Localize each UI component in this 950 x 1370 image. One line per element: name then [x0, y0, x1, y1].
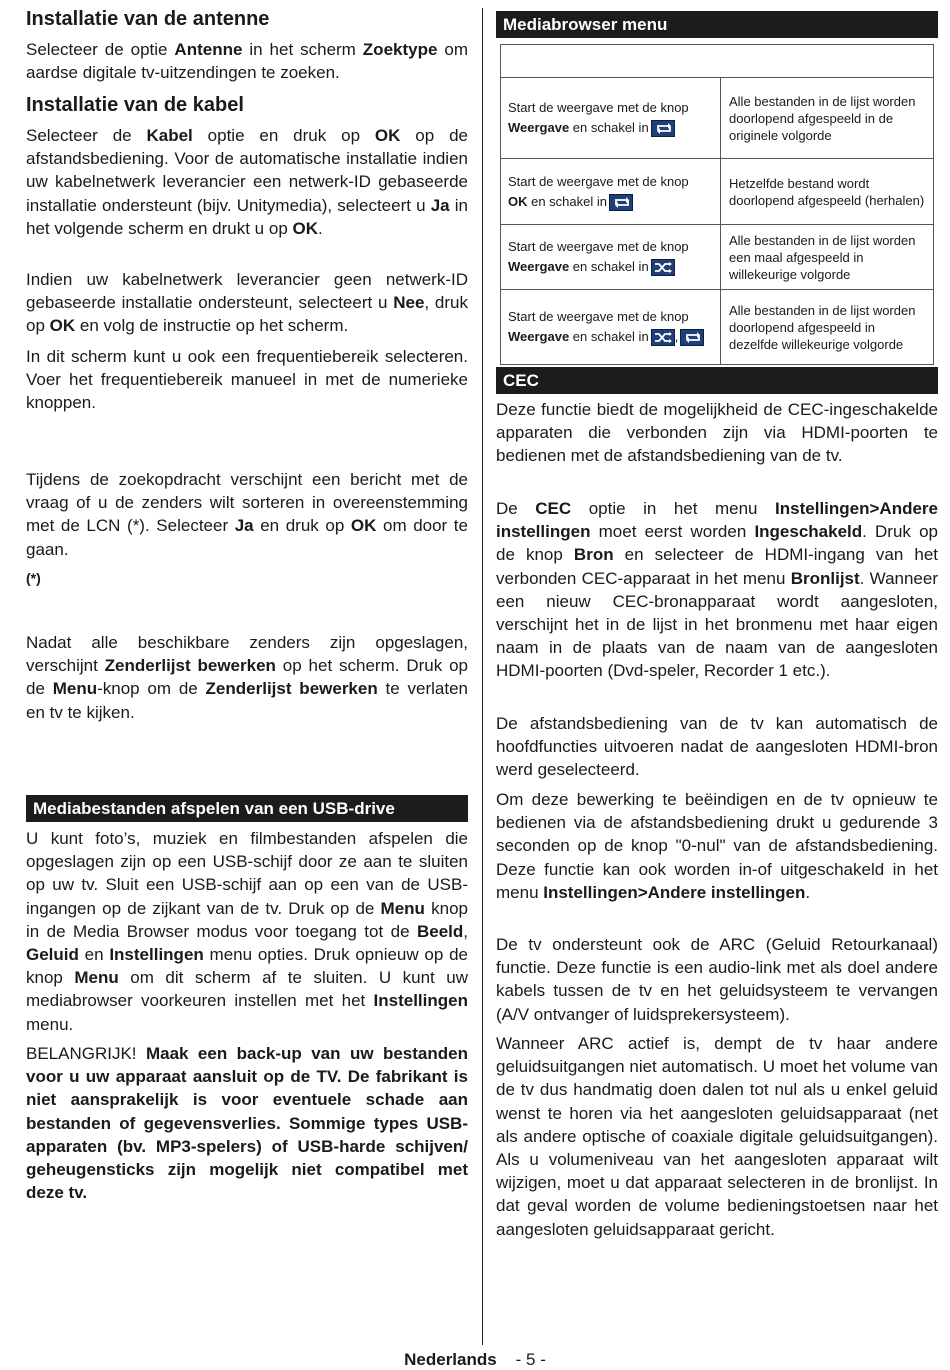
- bold-term: Zenderlijst bewerken: [205, 679, 378, 699]
- cec-heading: CEC: [496, 367, 938, 394]
- bold-term: CEC: [535, 499, 572, 518]
- footer-page-number: - 5 -: [515, 1350, 546, 1369]
- cec-paragraph-1: Deze functie biedt de mogelijkheid de CEC-ingeschakelde apparaten die verbonden zijn via HDMI-poorten te bedienen met de afstandsbediening van de tv.: [496, 400, 938, 466]
- page-footer: [0, 1350, 950, 1370]
- text-segment: in het scherm: [242, 40, 363, 59]
- bold-term: Ja: [430, 195, 450, 215]
- bold-term: OK: [292, 218, 318, 238]
- bold-term: Antenne: [174, 40, 243, 59]
- cec-paragraph-4: [496, 788, 938, 904]
- text-segment: om dit scherm af te sluiten. U kunt uw mediabrowser voorkeuren instellen met het: [26, 968, 468, 1011]
- search-paragraph: [26, 468, 468, 561]
- repeat-icon: [651, 120, 675, 137]
- arc-paragraph-1: De tv ondersteunt ook de ARC (Geluid Retourkanaal) functie. Deze functie is een audio-link met als doel andere kabels tussen de tv en het geluidsysteem te vervangen (A/V ontvanger of luidsprekersysteem).: [496, 935, 938, 1024]
- usb-paragraph-2: [26, 1042, 468, 1204]
- bold-term: Nee: [393, 293, 425, 313]
- bold-term: Instellingen>Andere instellingen: [496, 499, 938, 542]
- mediabrowser-heading: Mediabrowser menu: [496, 11, 938, 38]
- bold-term: Instellingen>Andere instellingen: [543, 882, 806, 902]
- text-segment: om aardse digitale tv-uitzendingen te zoeken.: [26, 40, 468, 83]
- table-cell-action: Start de weergave met de knop Weergave en schakel in: [501, 225, 721, 289]
- shuffle-icon: [651, 259, 675, 276]
- antenna-paragraph: [26, 38, 468, 84]
- bold-term: Maak een back-up van uw bestanden voor u uw apparaat aansluit op de TV. De fabrikant is niet aansprakelijk is voor eventuele schade aan bestanden of gegevensverlies. Sommige types USB-apparaten (bv. MP3-spelers) of USB-harde schijven/ geheugensticks zijn mogelijk niet compatibel met deze tv.: [26, 1044, 468, 1203]
- text-segment: te verlaten en tv te kijken.: [26, 679, 468, 722]
- bold-term: Geluid: [26, 945, 79, 965]
- text-segment: . Druk op de knop: [496, 522, 938, 565]
- repeat-icon: [609, 194, 633, 211]
- text-segment: in het volgende scherm en drukt u op: [26, 195, 468, 238]
- shuffle-icon: [651, 329, 675, 346]
- bold-term: OK: [49, 316, 76, 336]
- text-segment: en druk op: [253, 516, 351, 536]
- table-row: [501, 77, 933, 158]
- text-segment: menu.: [26, 1014, 74, 1034]
- heading-antenna-installation: Installatie van de antenne: [26, 8, 270, 30]
- bold-term: Beeld: [416, 921, 464, 941]
- bold-term: OK: [374, 126, 401, 145]
- text-segment: moet eerst worden: [590, 522, 755, 542]
- bold-term: OK: [350, 516, 377, 536]
- text-segment: , druk op: [26, 293, 468, 336]
- bold-term: Bronlijst: [790, 568, 860, 588]
- text-segment: optie in het menu: [571, 499, 776, 518]
- text-segment: en selecteer de HDMI-ingang van het verbonden CEC-apparaat in het menu: [496, 545, 938, 588]
- text-segment: .: [318, 218, 323, 238]
- table-cell-description: Hetzelfde bestand wordt doorlopend afgespeeld (herhalen): [729, 175, 925, 208]
- footer-language: Nederlands: [404, 1350, 497, 1369]
- text-segment: Selecteer de optie: [26, 40, 175, 59]
- text-segment: op de afstandsbediening. Voor de automatische installatie indien uw kabelnetwerk leverancier een netwerk-ID gebaseerde installatie ondersteunt (bijv. Unitymedia), selecteert u: [26, 126, 468, 215]
- bold-term: Instellingen: [109, 945, 204, 965]
- arc-paragraph-2: Wanneer ARC actief is, dempt de tv haar andere geluidsuitgangen niet automatisch. U moet het volume van de tv dus handmatig doen dalen tot nul als u enkel geluid wenst te horen via het aangesloten geluidsapparaat (net als andere optische of coaxiale digitale geluidsuitgangen). Als u volumeniveau van het aangesloten apparaat wilt wijzigen, moet u dat apparaat selecteren in de bronlijst. In dat geval worden de volume bedieningstoetsen naar het aangesloten geluidsapparaat gericht.: [496, 1034, 938, 1239]
- cec-paragraph-3: De afstandsbediening van de tv kan automatisch de hoofdfuncties uitvoeren nadat de aangesloten HDMI-bron werd geselecteerd.: [496, 714, 938, 780]
- column-divider: [482, 8, 483, 1345]
- bold-term: Ja: [234, 516, 254, 536]
- text-segment: en: [78, 945, 110, 965]
- bold-term: Zoektype: [362, 40, 438, 59]
- usb-paragraph-1: [26, 827, 468, 1036]
- text-segment: Nadat alle beschikbare zenders zijn opgeslagen, verschijnt: [26, 633, 468, 676]
- bold-term: Ingeschakeld: [754, 522, 863, 542]
- heading-cable-installation: Installatie van de kabel: [26, 94, 244, 116]
- text-segment: BELANGRIJK!: [26, 1044, 137, 1063]
- table-cell-description: Alle bestanden in de lijst worden doorlopend afgespeeld in de originele volgorde: [729, 93, 916, 143]
- bold-term: Bron: [573, 545, 614, 565]
- table-row: [501, 158, 933, 224]
- table-cell-description: Alle bestanden in de lijst worden doorlopend afgespeeld in dezelfde willekeurige volgorde: [729, 302, 916, 352]
- table-cell-action: Start de weergave met de knop OK en schakel in: [501, 159, 721, 224]
- text-segment: menu opties. Druk opnieuw op de knop: [26, 945, 468, 988]
- mediabrowser-table: [500, 38, 934, 365]
- text-segment: .: [805, 882, 811, 902]
- table-row: [501, 289, 933, 364]
- usb-section-heading: Mediabestanden afspelen van een USB-drive: [26, 795, 468, 822]
- text-segment: optie en druk op: [192, 126, 375, 145]
- cable-paragraph-1: [26, 124, 468, 240]
- table-row: [501, 224, 933, 289]
- text-segment: en volg de instructie op het scherm.: [75, 316, 349, 336]
- text-segment: knop in de Media Browser modus voor toegang tot de: [26, 898, 468, 941]
- saved-paragraph: [26, 631, 468, 724]
- text-segment: -knop om de: [97, 679, 206, 699]
- text-segment: ,: [463, 921, 468, 941]
- bold-term: Instellingen: [373, 991, 468, 1011]
- table-header-row: [501, 45, 933, 77]
- table-cell-description: Alle bestanden in de lijst worden een maal afgespeeld in willekeurige volgorde: [729, 232, 916, 282]
- text-segment: Selecteer de: [26, 126, 147, 145]
- bold-term: Menu: [74, 968, 119, 988]
- bold-term: Menu: [52, 679, 98, 699]
- cable-paragraph-2: [26, 268, 468, 338]
- text-segment: U kunt foto’s, muziek en filmbestanden afspelen die opgeslagen zijn op een USB-schijf door ze aan te sluiten op uw tv. Sluit een USB-schijf aan op een van de USB-ingangen op de zijkant van de tv. Druk op de: [26, 829, 468, 918]
- text-segment: . Wanneer een nieuw CEC-bronapparaat wordt aangesloten, verschijnt het in de lijst in het bronmenu met haar eigen naam in de plaats van de naam van de aangesloten HDMI-poorten (Dvd-speler, Recorder 1 etc.).: [496, 568, 939, 681]
- cec-paragraph-2: [496, 497, 938, 683]
- repeat-icon: [680, 329, 704, 346]
- table-cell-action: Start de weergave met de knop Weergave en schakel in: [501, 78, 721, 158]
- text-segment: De: [496, 499, 536, 518]
- bold-term: Zenderlijst bewerken: [104, 656, 276, 676]
- cable-paragraph-3: In dit scherm kunt u ook een frequentiebereik selecteren. Voer het frequentiebereik manueel in met de numerieke knoppen.: [26, 347, 468, 413]
- bold-term: Menu: [380, 898, 425, 918]
- text-segment: Om deze bewerking te beëindigen en de tv opnieuw te bedienen via de afstandsbediening drukt u gedurende 3 seconden op de knop "0-nul" van de afstandsbediening. Deze functie kan ook worden in-of uitgeschakeld in het menu: [496, 790, 938, 902]
- text-segment: Indien uw kabelnetwerk leverancier geen netwerk-ID gebaseerde installatie ondersteunt, selecteert u: [26, 270, 468, 313]
- text-segment: om door te gaan.: [26, 516, 468, 559]
- footnote-mark: (*): [26, 570, 41, 586]
- table-cell-action: Start de weergave met de knop Weergave en schakel in ,: [501, 290, 721, 364]
- text-segment: op het scherm. Druk op de: [26, 656, 468, 699]
- text-segment: Tijdens de zoekopdracht verschijnt een bericht met de vraag of u de zenders wilt sorteren in overeenstemming met de LCN (*). Selecteer: [26, 470, 468, 536]
- bold-term: Kabel: [146, 126, 193, 145]
